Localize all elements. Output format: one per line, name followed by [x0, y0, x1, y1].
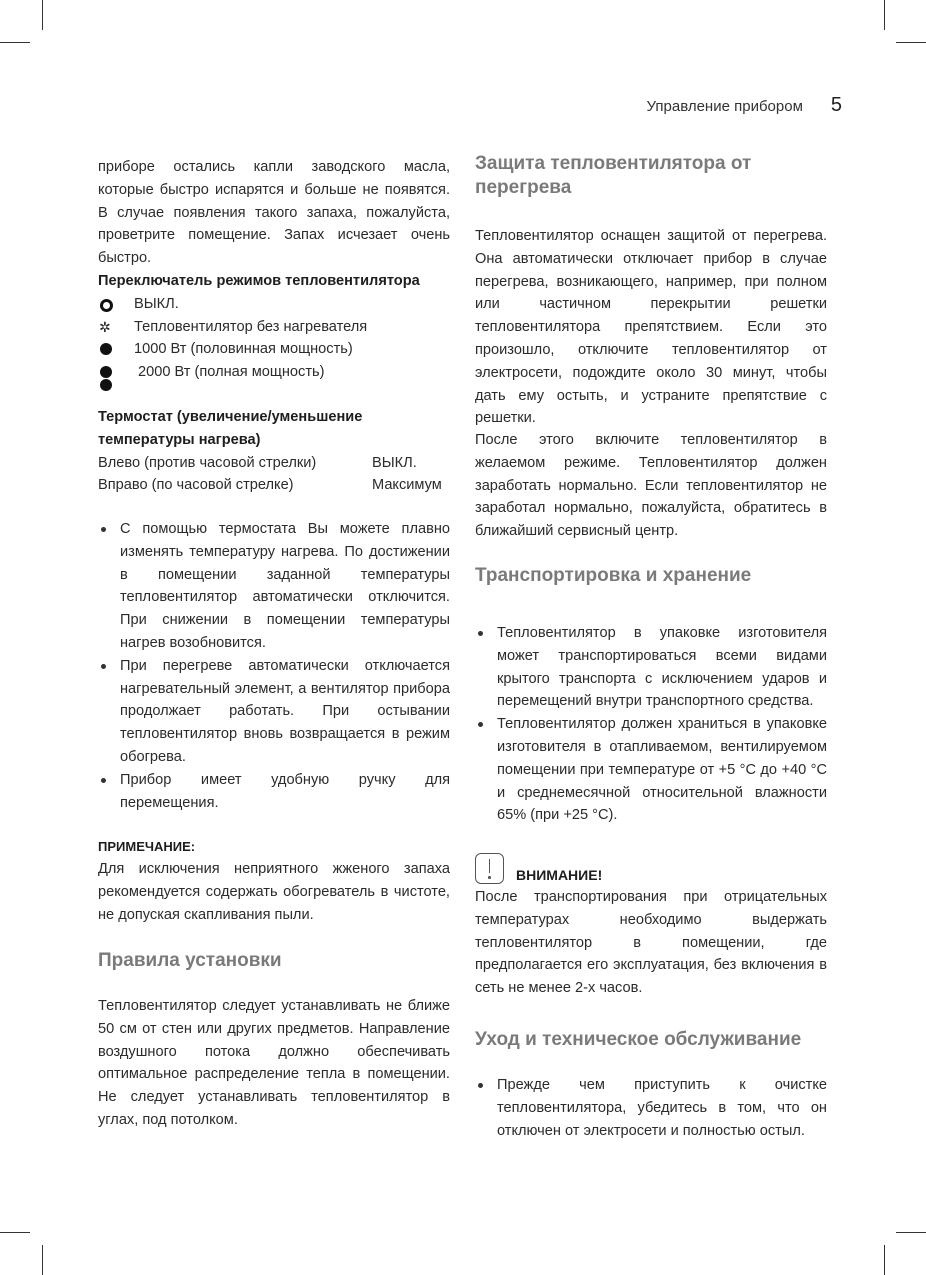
- note-section: [98, 836, 450, 926]
- running-header: [647, 94, 842, 117]
- mode-label: 2000 Вт (полная мощность): [138, 364, 325, 381]
- installation-heading: Правила установки: [98, 950, 282, 971]
- care-heading: Уход и техническое обслуживание: [475, 1029, 802, 1050]
- thermostat-value: Максимум: [372, 477, 442, 494]
- thermostat-bullets: [98, 518, 450, 814]
- thermostat-row: [98, 474, 450, 497]
- crop-mark-br-h: [896, 1232, 926, 1233]
- installation-text: Тепловентилятор следует устанавливать не ближе 50 см от стен или других предметов. Направление воздушного потока должно обеспечивать оптимальное распределение тепла в помещении. Не следует устанавливать тепловентилятор в углах, под потолком.: [98, 998, 450, 1128]
- mode-label: Тепловентилятор без нагревателя: [134, 318, 368, 335]
- thermostat-row: [98, 452, 450, 475]
- thermostat-title: Термостат (увеличение/уменьшение температуры нагрева): [98, 409, 363, 448]
- bullet-item: При перегреве автоматически отключается нагревательный элемент, а вентилятор прибора продолжает работать. При остывании тепловентилятор вновь возвращается в режим обогрева.: [98, 655, 450, 769]
- warning-title: ВНИМАНИЕ!: [516, 867, 603, 883]
- overheat-heading: Защита тепловентилятора от перегрева: [475, 153, 752, 198]
- transport-bullets: [475, 622, 827, 827]
- thermostat-direction: Вправо (по часовой стрелке): [98, 477, 294, 494]
- single-dot-icon: [100, 343, 112, 355]
- mode-label: ВЫКЛ.: [134, 295, 179, 312]
- thermostat-value: ВЫКЛ.: [372, 454, 417, 471]
- ring-icon: [100, 299, 113, 312]
- mode-label: 1000 Вт (половинная мощность): [134, 341, 353, 358]
- crop-mark-bl-h: [0, 1232, 30, 1233]
- section-title: Управление прибором: [646, 98, 803, 115]
- crop-mark-tl-v: [42, 0, 43, 30]
- thermostat-section: [98, 406, 450, 497]
- mode-item-1000w: [98, 338, 450, 361]
- crop-mark-tr-h: [896, 42, 926, 43]
- note-text: Для исключения неприятного жженого запаха рекомендуется содержать обогреватель в чистоте, не допуская скапливания пыли.: [98, 861, 450, 923]
- warning-text: После транспортирования при отрицательных температурах необходимо выдержать тепловентилятор в помещении, где предполагается его эксплуатация, без включения в сеть не менее 2-х часов.: [475, 889, 827, 997]
- bullet-item: Прежде чем приступить к очистке тепловентилятора, убедитесь в том, что он отключен от электросети и полностью остыл.: [475, 1074, 827, 1142]
- warning-section: [475, 853, 827, 1000]
- overheat-paragraph-2: После этого включите тепловентилятор в желаемом режиме. Тепловентилятор должен заработать нормально. Если тепловентилятор не заработал нормально, пожалуйста, обратитесь в ближайший сервисный центр.: [475, 432, 827, 540]
- overheat-paragraph-1: Тепловентилятор оснащен защитой от перегрева. Она автоматически отключает прибор в случае перегрева, возникающего, например, при полном или частичном перекрытии решетки тепловентилятора препятствием. Если это произошло, отключите тепловентилятор от электросети, подождите около 30 минут, чтобы дать ему остыть, и устраните препятствие с решетки.: [475, 228, 827, 427]
- mode-item-off: [98, 293, 450, 316]
- warning-header: [475, 853, 827, 884]
- intro-paragraph: приборе остались капли заводского масла, которые быстро испарятся и больше не появятся. В случае появления такого запаха, пожалуйста, проветрите помещение. Запах исчезает очень быстро.: [98, 159, 450, 267]
- crop-mark-tl-h: [0, 42, 30, 43]
- care-bullets: [475, 1074, 827, 1142]
- bullet-item: Тепловентилятор в упаковке изготовителя может транспортироваться всеми видами крытого транспорта с исключением ударов и перемещений внутри транспортного средства.: [475, 622, 827, 713]
- mode-item-2000w: [98, 361, 450, 395]
- mode-item-fan: [98, 316, 450, 339]
- page-number: 5: [830, 94, 842, 116]
- crop-mark-tr-v: [884, 0, 885, 30]
- thermostat-direction: Влево (против часовой стрелки): [98, 454, 317, 471]
- transport-heading: Транспортировка и хранение: [475, 565, 752, 586]
- bullet-item: Прибор имеет удобную ручку для перемещения.: [98, 769, 450, 815]
- bullet-item: Тепловентилятор должен храниться в упаковке изготовителя в отапливаемом, вентилируемом помещении при температуре от +5 °С до +40 °С и среднемесячной относительной влажности 65% (при +25 °С).: [475, 713, 827, 827]
- mode-list: [98, 293, 450, 395]
- mode-switch-title: Переключатель режимов тепловентилятора: [98, 273, 420, 289]
- fan-icon: ✲: [99, 318, 111, 335]
- double-dot-icon: [98, 361, 134, 384]
- warning-icon: [475, 853, 504, 884]
- crop-mark-br-v: [884, 1245, 885, 1275]
- bullet-item: С помощью термостата Вы можете плавно изменять температуру нагрева. По достижении в помещении заданной температуры тепловентилятор автоматически отключится. При снижении в помещении температуры нагрев возобновится.: [98, 518, 450, 655]
- note-title: ПРИМЕЧАНИЕ:: [98, 839, 196, 854]
- mode-switch-section: [98, 270, 450, 395]
- crop-mark-bl-v: [42, 1245, 43, 1275]
